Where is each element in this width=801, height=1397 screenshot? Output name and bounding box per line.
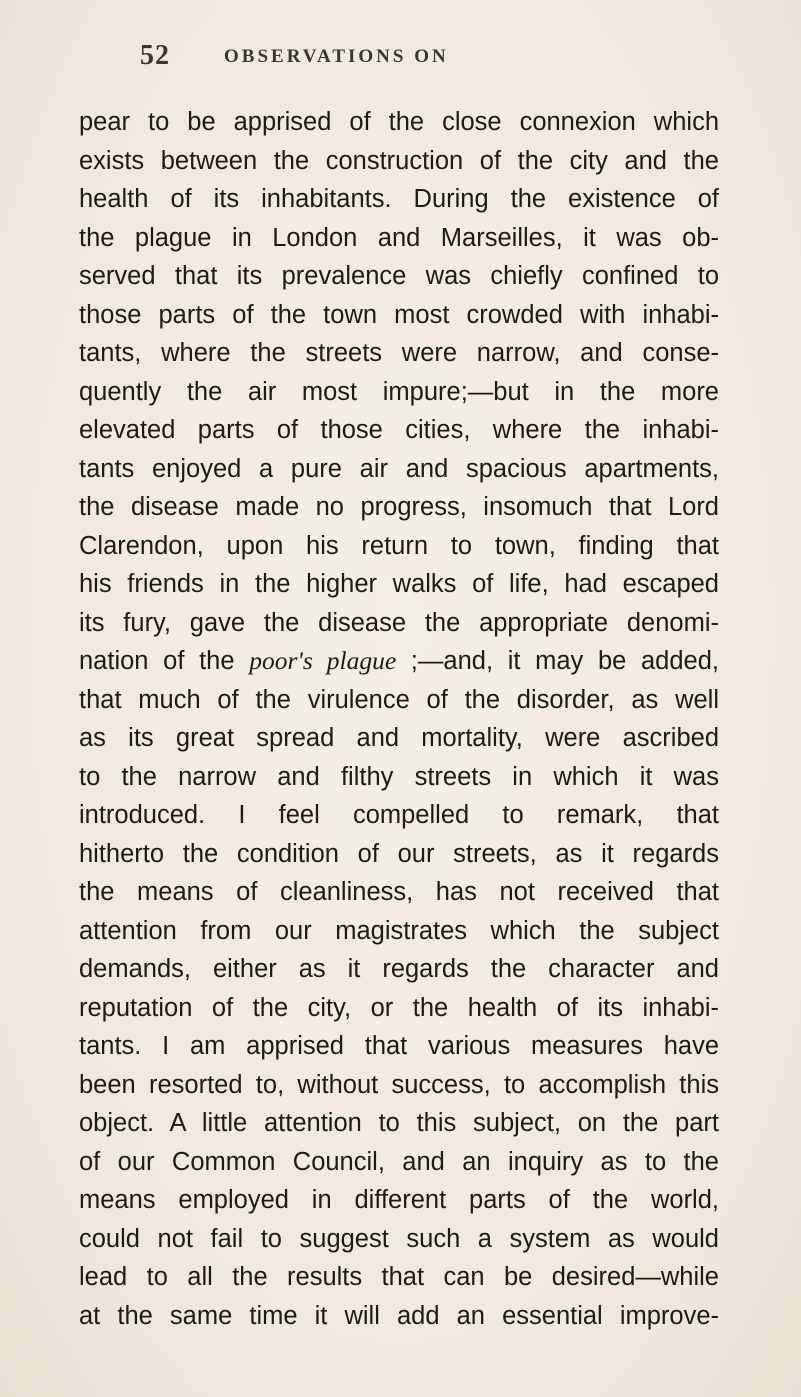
line-segment: nation of the bbox=[79, 647, 250, 675]
text-line: elevated parts of those cities, where the inhabi- bbox=[79, 416, 719, 444]
text-line: lead to all the results that can be desired—while bbox=[79, 1263, 719, 1291]
text-line: introduced. I feel compelled to remark, that bbox=[79, 801, 719, 829]
text-line: tants. I am apprised that various measures have bbox=[79, 1032, 719, 1060]
text-line: those parts of the town most crowded with inhabi- bbox=[79, 300, 719, 329]
text-line: exists between the construction of the city and the bbox=[79, 146, 719, 175]
text-line-with-italic bbox=[79, 642, 719, 681]
text-line: could not fail to suggest such a system as would bbox=[79, 1224, 719, 1253]
text-line: attention from our magistrates which the subject bbox=[79, 916, 719, 945]
text-line: quently the air most impure;—but in the more bbox=[79, 377, 719, 406]
text-line: Clarendon, upon his return to town, finding that bbox=[79, 531, 719, 560]
text-line: its fury, gave the disease the appropriate denomi- bbox=[79, 608, 719, 637]
text-line: tants, where the streets were narrow, and conse- bbox=[79, 339, 719, 367]
text-line: health of its inhabitants. During the existence of bbox=[79, 185, 719, 213]
text-line: demands, either as it regards the character and bbox=[79, 955, 719, 983]
text-line: to the narrow and filthy streets in which it was bbox=[79, 762, 719, 791]
text-line: the disease made no progress, insomuch that Lord bbox=[79, 493, 719, 521]
running-head: OBSERVATIONS ON bbox=[224, 46, 449, 67]
text-line: as its great spread and mortality, were ascribed bbox=[79, 724, 719, 752]
text-line: served that its prevalence was chiefly confined to bbox=[79, 262, 719, 290]
text-line: object. A little attention to this subject, on the part bbox=[79, 1109, 719, 1137]
line-segment: ;—and, it may be added, bbox=[396, 647, 719, 675]
text-line: pear to be apprised of the close connexion which bbox=[79, 108, 719, 136]
text-line: his friends in the higher walks of life, had escaped bbox=[79, 570, 719, 598]
text-line: that much of the virulence of the disorder, as well bbox=[79, 685, 719, 714]
page-number: 52 bbox=[140, 40, 170, 71]
text-line: the means of cleanliness, has not received that bbox=[79, 878, 719, 906]
italic-phrase: poor's plague bbox=[249, 646, 397, 675]
text-line: reputation of the city, or the health of its inhabi- bbox=[79, 993, 719, 1022]
text-line: means employed in different parts of the world, bbox=[79, 1186, 719, 1214]
text-line: been resorted to, without success, to accomplish this bbox=[79, 1070, 719, 1099]
text-line: the plague in London and Marseilles, it was ob- bbox=[79, 223, 719, 252]
page-header bbox=[140, 40, 700, 76]
text-line: tants enjoyed a pure air and spacious apartments, bbox=[79, 454, 719, 483]
text-line: hitherto the condition of our streets, as it regards bbox=[79, 839, 719, 868]
body-text bbox=[79, 103, 719, 1335]
text-line: at the same time it will add an essential improve- bbox=[79, 1301, 719, 1330]
text-line: of our Common Council, and an inquiry as to the bbox=[79, 1147, 719, 1176]
